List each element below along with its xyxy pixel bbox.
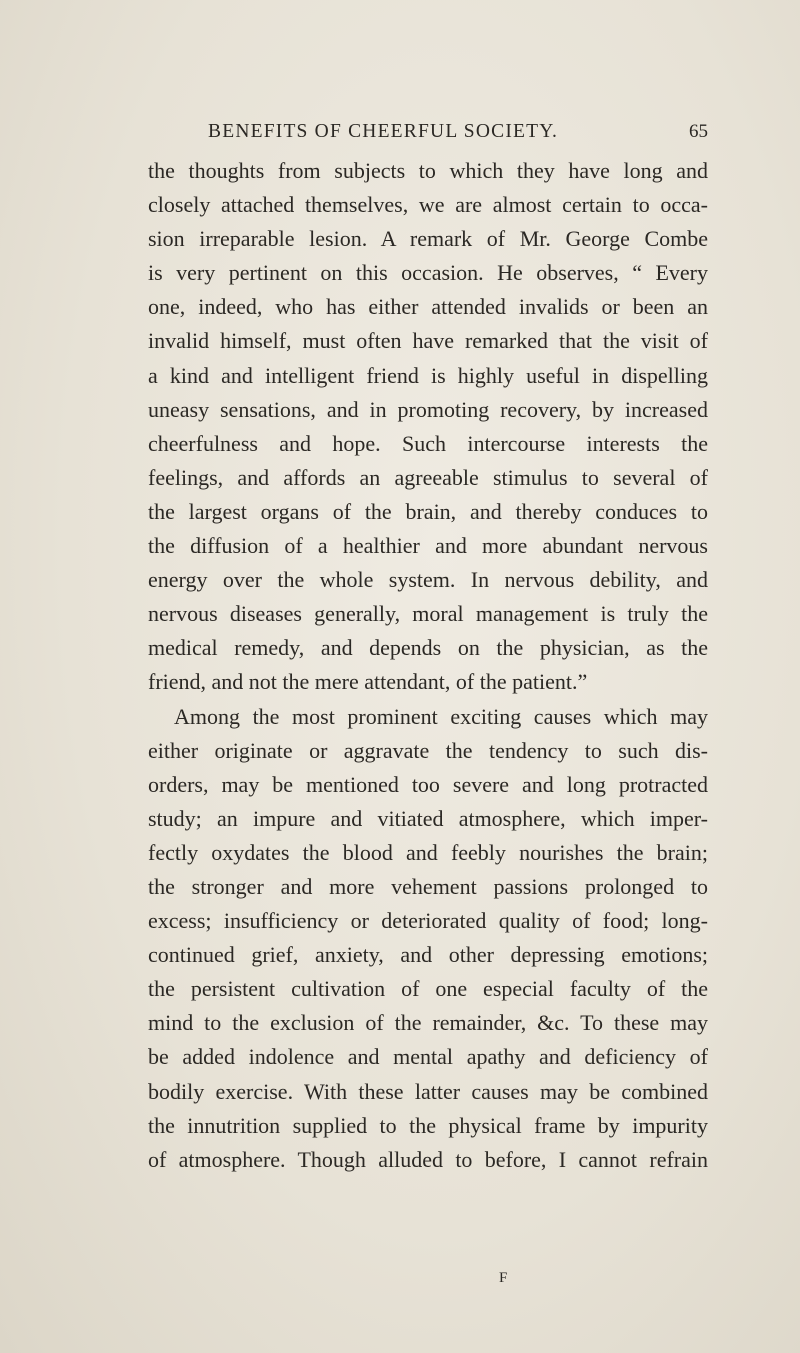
text-line: closely attached themselves, we are almost certain to occa- xyxy=(148,192,708,218)
page-header xyxy=(208,121,708,151)
text-line: continued grief, anxiety, and other depressing emotions; xyxy=(148,942,708,968)
signature-mark: F xyxy=(499,1270,508,1286)
text-line: either originate or aggravate the tendency to such dis- xyxy=(148,737,708,763)
text-line: cheerfulness and hope. Such intercourse interests the xyxy=(148,430,708,456)
running-head: BENEFITS OF CHEERFUL SOCIETY. xyxy=(208,121,559,142)
text-line: of atmosphere. Though alluded to before, I cannot refrain xyxy=(148,1146,708,1172)
text-line: nervous diseases generally, moral management is truly the xyxy=(148,601,708,627)
text-line: fectly oxydates the blood and feebly nourishes the brain; xyxy=(148,839,708,865)
text-line: the thoughts from subjects to which they have long and xyxy=(148,158,708,183)
text-line: orders, may be mentioned too severe and long protracted xyxy=(148,771,708,797)
text-line: medical remedy, and depends on the physician, as the xyxy=(148,635,708,661)
text-line: feelings, and affords an agreeable stimulus to several of xyxy=(148,464,708,490)
text-line: is very pertinent on this occasion. He observes, “ Every xyxy=(148,260,708,286)
text-line: energy over the whole system. In nervous debility, and xyxy=(148,567,708,593)
body-text xyxy=(148,154,708,1177)
text-line: a kind and intelligent friend is highly useful in dispelling xyxy=(148,362,708,388)
text-line: the stronger and more vehement passions prolonged to xyxy=(148,873,708,899)
page-number: 65 xyxy=(689,121,708,142)
text-line: excess; insufficiency or deteriorated quality of food; long- xyxy=(148,908,708,934)
text-line: sion irreparable lesion. A remark of Mr. George Combe xyxy=(148,226,708,252)
text-line: the innutrition supplied to the physical frame by impurity xyxy=(148,1112,708,1138)
text-line: bodily exercise. With these latter causes may be combined xyxy=(148,1078,708,1104)
text-line: friend, and not the mere attendant, of the patient.” xyxy=(148,669,588,695)
text-line: uneasy sensations, and in promoting recovery, by increased xyxy=(148,396,708,422)
text-line: Among the most prominent exciting causes which may xyxy=(174,703,708,729)
text-line: one, indeed, who has either attended invalids or been an xyxy=(148,294,708,320)
text-line: be added indolence and mental apathy and deficiency of xyxy=(148,1044,708,1070)
text-line: study; an impure and vitiated atmosphere, which imper- xyxy=(148,805,708,831)
text-line: mind to the exclusion of the remainder, &c. To these may xyxy=(148,1010,708,1036)
text-line: invalid himself, must often have remarked that the visit of xyxy=(148,328,708,354)
text-line: the diffusion of a healthier and more abundant nervous xyxy=(148,533,708,559)
text-line: the persistent cultivation of one especial faculty of the xyxy=(148,976,708,1002)
text-line: the largest organs of the brain, and thereby conduces to xyxy=(148,498,708,524)
